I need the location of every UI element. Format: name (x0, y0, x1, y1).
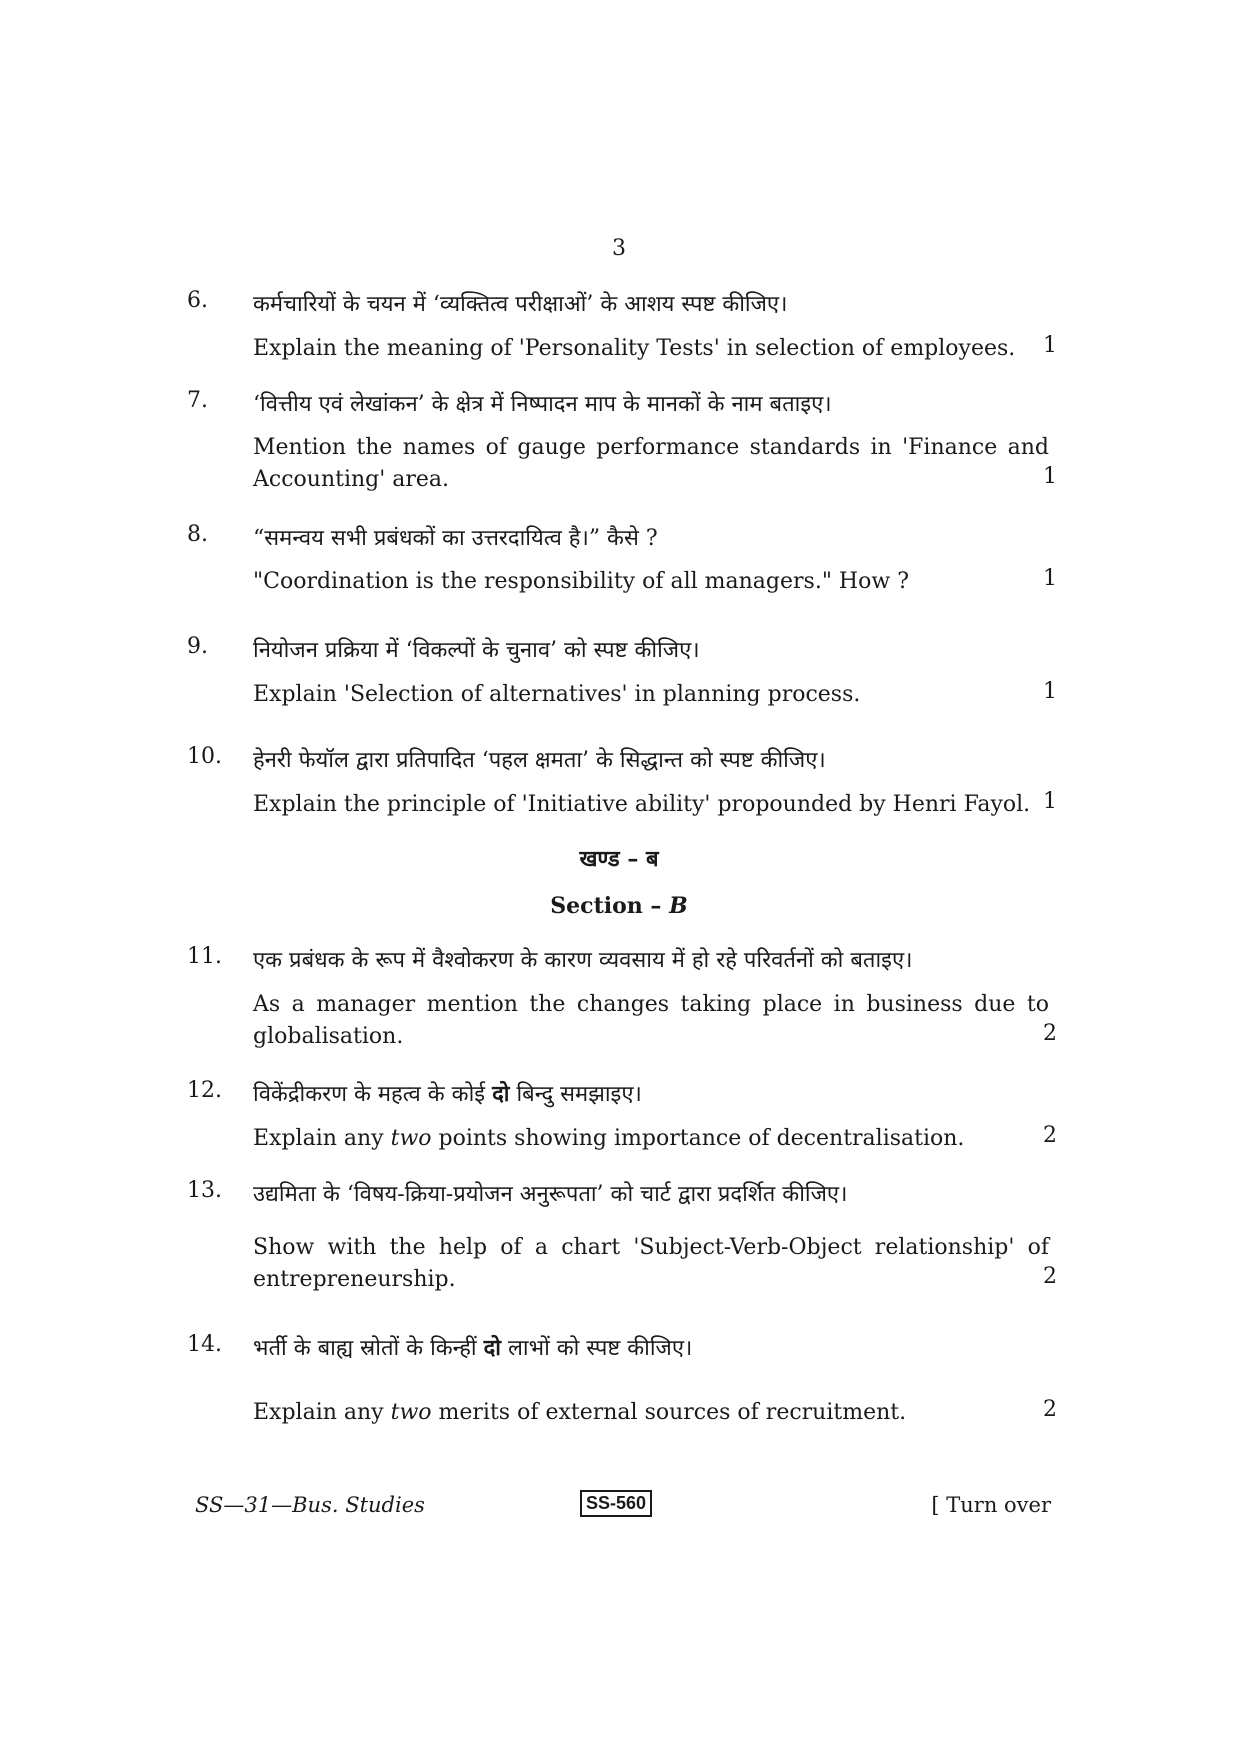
question-number: 11. (187, 944, 222, 969)
footer-turn-over: [ Turn over (931, 1493, 1051, 1517)
question-english: "Coordination is the responsibility of all managers." How ? (253, 569, 909, 594)
question-marks: 1 (1043, 566, 1057, 591)
question-marks: 1 (1043, 333, 1057, 358)
question-marks: 2 (1043, 1021, 1057, 1046)
english-italic-text: two (390, 1126, 432, 1151)
section-letter: B (669, 893, 688, 919)
question-marks: 1 (1043, 679, 1057, 704)
english-text: points showing importance of decentralisation. (431, 1126, 965, 1151)
hindi-bold-text: दो (492, 1081, 510, 1107)
question-english: Explain the meaning of 'Personality Tests' in selection of employees. (253, 336, 1016, 361)
question-number: 9. (187, 634, 208, 659)
question-number: 14. (187, 1332, 222, 1357)
hindi-text: विकेंद्रीकरण के महत्व के कोई (253, 1082, 493, 1107)
question-number: 8. (187, 522, 208, 547)
question-hindi (253, 1078, 642, 1108)
page-number: 3 (612, 236, 626, 261)
question-hindi: नियोजन प्रक्रिया में ‘विकल्पों के चुनाव’ को स्पष्ट कीजिए। (253, 638, 700, 663)
question-hindi: “समन्वय सभी प्रबंधकों का उत्तरदायित्व है।” कैसे ? (253, 526, 658, 551)
question-number: 10. (187, 744, 222, 769)
question-hindi: हेनरी फेयॉल द्वारा प्रतिपादित ‘पहल क्षमता’ के सिद्धान्त को स्पष्ट कीजिए। (253, 748, 826, 773)
english-italic-text: two (390, 1400, 432, 1425)
section-heading-hindi: खण्ड – ब (579, 846, 659, 872)
question-english (253, 1123, 1049, 1155)
english-text: Explain any (253, 1400, 391, 1425)
question-marks: 2 (1043, 1264, 1057, 1289)
english-text: merits of external sources of recruitment. (431, 1400, 907, 1425)
question-english (253, 1397, 1049, 1429)
hindi-text: भर्ती के बाह्य स्रोतों के किन्हीं (253, 1336, 484, 1361)
question-marks: 1 (1043, 789, 1057, 814)
question-english: Mention the names of gauge performance standards in 'Finance and Accounting' area. (253, 435, 1049, 492)
english-text: Explain any (253, 1126, 391, 1151)
hindi-text: बिन्दु समझाइए। (509, 1082, 642, 1107)
question-number: 6. (187, 288, 208, 313)
question-english: Explain 'Selection of alternatives' in planning process. (253, 682, 861, 707)
section-label: Section – (550, 893, 670, 919)
footer-series-code: SS-560 (580, 1490, 652, 1517)
question-marks: 2 (1043, 1123, 1057, 1148)
question-hindi (253, 1332, 692, 1362)
question-hindi: एक प्रबंधक के रूप में वैश्वोकरण के कारण व्यवसाय में हो रहे परिवर्तनों को बताइए। (253, 948, 913, 973)
section-heading-english (0, 893, 1238, 919)
hindi-text: लाभों को स्पष्ट कीजिए। (501, 1336, 693, 1361)
question-hindi: ‘वित्तीय एवं लेखांकन’ के क्षेत्र में निष्पादन माप के मानकों के नाम बताइए। (253, 392, 832, 417)
question-hindi: कर्मचारियों के चयन में ‘व्यक्तित्व परीक्षाओं’ के आशय स्पष्ट कीजिए। (253, 292, 788, 317)
hindi-bold-text: दो (483, 1335, 502, 1361)
question-english: Show with the help of a chart 'Subject-Verb-Object relationship' of entrepreneurship. (253, 1235, 1049, 1292)
question-english: As a manager mention the changes taking place in business due to globalisation. (253, 992, 1049, 1049)
question-number: 7. (187, 388, 208, 413)
question-number: 13. (187, 1178, 222, 1203)
question-marks: 1 (1043, 464, 1057, 489)
question-number: 12. (187, 1078, 222, 1103)
question-hindi: उद्यमिता के ‘विषय-क्रिया-प्रयोजन अनुरूपता’ को चार्ट द्वारा प्रदर्शित कीजिए। (253, 1182, 848, 1207)
question-marks: 2 (1043, 1397, 1057, 1422)
question-english: Explain the principle of 'Initiative ability' propounded by Henri Fayol. (253, 792, 1031, 817)
footer-paper-code: SS—31—Bus. Studies (195, 1493, 425, 1517)
